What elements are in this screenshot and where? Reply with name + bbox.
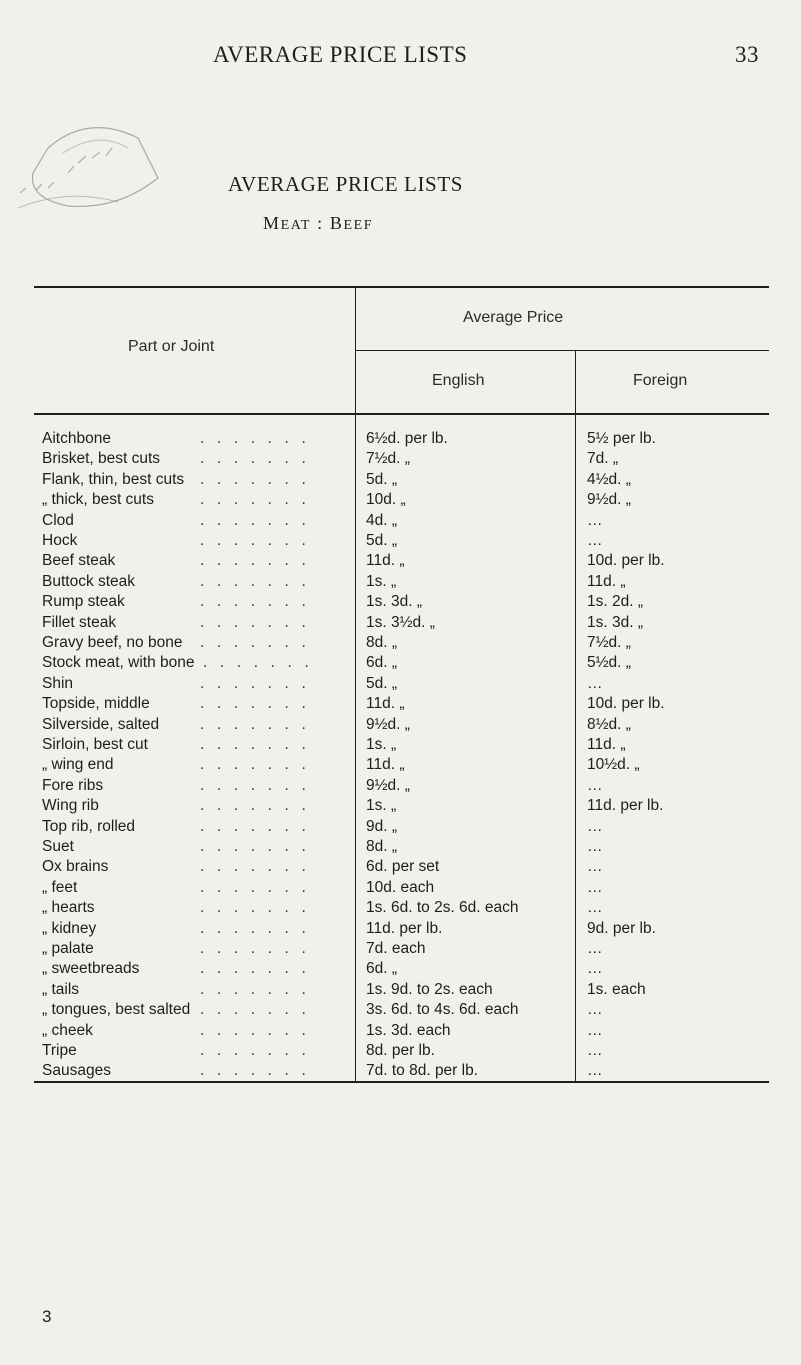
part-cell: Topside, middle	[42, 695, 150, 713]
part-cell: Beef steak	[42, 552, 116, 570]
part-cell: „ cheek	[42, 1021, 93, 1039]
english-price-cell: 5d. „	[366, 470, 398, 488]
english-price-cell: 1s. 6d. to 2s. 6d. each	[366, 899, 519, 917]
part-cell: „ wing end	[42, 756, 114, 774]
table-row	[0, 429, 801, 449]
foreign-price-cell: …	[587, 858, 603, 876]
leader-dots: .......	[200, 980, 319, 998]
part-cell: Hock	[42, 532, 78, 549]
foreign-column-header: Foreign	[633, 372, 688, 389]
foreign-price-cell: …	[587, 940, 603, 957]
part-cell: Gravy beef, no bone	[42, 634, 183, 651]
english-price-cell: 1s. 3d. each	[366, 1021, 451, 1039]
header-bottom-rule	[34, 413, 769, 415]
leader-dots: .......	[200, 940, 319, 957]
english-price-cell: 6d. „	[366, 654, 398, 672]
leader-dots: .......	[200, 756, 319, 774]
leader-dots: .......	[200, 491, 319, 509]
foreign-price-cell: 1s. 2d. „	[587, 593, 643, 611]
table-row	[0, 694, 801, 714]
part-cell: „ palate	[42, 940, 94, 957]
table-row	[0, 980, 801, 1000]
foreign-price-cell: …	[587, 838, 603, 855]
foreign-price-cell: …	[587, 899, 603, 917]
table-top-rule	[34, 286, 769, 288]
english-price-cell: 8d. „	[366, 838, 398, 855]
table-row	[0, 735, 801, 755]
english-price-cell: 1s. „	[366, 736, 397, 753]
table-row	[0, 470, 801, 490]
english-price-cell: 3s. 6d. to 4s. 6d. each	[366, 1001, 519, 1019]
leader-dots: .......	[200, 613, 319, 631]
english-price-cell: 6d. „	[366, 960, 398, 978]
foreign-price-cell: …	[587, 511, 603, 529]
foreign-price-cell: 10½d. „	[587, 756, 640, 774]
leader-dots: .......	[200, 450, 319, 468]
english-column-header: English	[432, 372, 485, 389]
leader-dots: .......	[200, 817, 319, 835]
foreign-price-cell: 7d. „	[587, 450, 619, 468]
part-cell: Clod	[42, 511, 74, 529]
foreign-price-cell: 11d. „	[587, 572, 626, 590]
part-cell: „ thick, best cuts	[42, 491, 154, 509]
part-cell: Wing rib	[42, 797, 99, 815]
leader-dots: .......	[200, 695, 319, 713]
part-cell: Silverside, salted	[42, 715, 160, 733]
leader-dots: .......	[200, 776, 319, 794]
part-cell: „ hearts	[42, 899, 95, 917]
part-cell: Rump steak	[42, 593, 125, 611]
table-row	[0, 1021, 801, 1041]
leader-dots: .......	[200, 919, 319, 937]
leader-dots: .......	[200, 797, 319, 815]
english-price-cell: 9½d. „	[366, 776, 410, 794]
part-cell: Suet	[42, 838, 74, 855]
english-price-cell: 8d. per lb.	[366, 1042, 435, 1059]
english-price-cell: 11d. „	[366, 695, 405, 713]
table-row	[0, 837, 801, 857]
english-price-cell: 7d. each	[366, 940, 426, 957]
english-price-cell: 4d. „	[366, 511, 398, 529]
table-row	[0, 633, 801, 653]
foreign-price-cell: …	[587, 817, 603, 835]
part-cell: Ox brains	[42, 858, 109, 876]
part-column-header: Part or Joint	[128, 338, 215, 355]
english-price-cell: 6d. per set	[366, 858, 440, 876]
part-cell: Sausages	[42, 1062, 111, 1080]
leader-dots: .......	[200, 430, 319, 447]
part-cell: Shin	[42, 674, 74, 692]
english-price-cell: 11d. „	[366, 552, 405, 570]
english-price-cell: 1s. 3½d. „	[366, 613, 435, 631]
table-row	[0, 898, 801, 918]
part-cell: Aitchbone	[42, 430, 111, 447]
table-row	[0, 531, 801, 551]
table-row	[0, 878, 801, 898]
table-row	[0, 1041, 801, 1061]
english-foreign-rule	[355, 350, 769, 351]
part-cell: „ tongues, best salted	[42, 1001, 191, 1019]
foreign-price-cell: 10d. per lb.	[587, 695, 665, 713]
leader-dots: .......	[200, 1001, 319, 1019]
foreign-price-cell: 11d. „	[587, 736, 626, 753]
leader-dots: .......	[200, 715, 319, 733]
running-head-title: AVERAGE PRICE LISTS	[213, 42, 468, 67]
page-number: 33	[735, 42, 759, 67]
foreign-price-cell: 9½d. „	[587, 491, 631, 509]
part-cell: Top rib, rolled	[42, 817, 136, 835]
foreign-price-cell: …	[587, 1062, 603, 1080]
english-price-cell: 1s. 9d. to 2s. each	[366, 980, 493, 998]
leader-dots: .......	[200, 1042, 319, 1059]
foreign-price-cell: …	[587, 1001, 603, 1019]
foreign-price-cell: …	[587, 674, 603, 692]
english-price-cell: 9d. „	[366, 817, 398, 835]
page-title: AVERAGE PRICE LISTS	[228, 172, 464, 196]
english-price-cell: 11d. per lb.	[366, 919, 443, 937]
table-row	[0, 674, 801, 694]
english-price-cell: 10d. „	[366, 491, 406, 509]
table-row	[0, 592, 801, 612]
foreign-price-cell: …	[587, 960, 603, 978]
table-row	[0, 551, 801, 571]
table-row	[0, 755, 801, 775]
part-cell: Fore ribs	[42, 776, 104, 794]
leader-dots: .......	[200, 572, 319, 590]
english-price-cell: 7½d. „	[366, 450, 410, 468]
foreign-price-cell: …	[587, 1042, 603, 1059]
leader-dots: .......	[200, 532, 319, 549]
english-price-cell: 6½d. per lb.	[366, 430, 448, 447]
table-row	[0, 511, 801, 531]
table-row	[0, 572, 801, 592]
table-row	[0, 449, 801, 469]
table-row	[0, 796, 801, 816]
part-cell: „ kidney	[42, 919, 97, 937]
english-price-cell: 8d. „	[366, 634, 398, 651]
part-cell: „ feet	[42, 878, 78, 896]
table-row	[0, 817, 801, 837]
table-row	[0, 1061, 801, 1081]
english-price-cell: 1s. „	[366, 572, 397, 590]
leader-dots: .......	[203, 654, 322, 672]
foreign-price-cell: …	[587, 532, 603, 549]
english-price-cell: 9½d. „	[366, 715, 410, 733]
leader-dots: .......	[200, 470, 319, 488]
english-price-cell: 5d. „	[366, 674, 398, 692]
part-cell: Sirloin, best cut	[42, 736, 148, 753]
english-price-cell: 1s. „	[366, 797, 397, 815]
foreign-price-cell: 11d. per lb.	[587, 797, 664, 815]
leader-dots: .......	[200, 878, 319, 896]
table-row	[0, 939, 801, 959]
part-cell: Brisket, best cuts	[42, 450, 161, 468]
page-subtitle: MEAT : BEEF	[263, 213, 374, 233]
foreign-price-cell: 8½d. „	[587, 715, 631, 733]
foreign-price-cell: 7½d. „	[587, 634, 631, 651]
part-cell: Stock meat, with bone	[42, 654, 195, 672]
leader-dots: .......	[200, 736, 319, 753]
table-row	[0, 715, 801, 735]
part-cell: „ sweetbreads	[42, 960, 140, 978]
table-row	[0, 653, 801, 673]
leader-dots: .......	[200, 1062, 319, 1080]
part-cell: Buttock steak	[42, 572, 136, 590]
part-cell: „ tails	[42, 980, 80, 998]
part-cell: Tripe	[42, 1042, 77, 1059]
foreign-price-cell: 1s. 3d. „	[587, 613, 643, 631]
leader-dots: .......	[200, 1021, 319, 1039]
leader-dots: .......	[200, 858, 319, 876]
part-cell: Flank, thin, best cuts	[42, 470, 185, 488]
foreign-price-cell: 10d. per lb.	[587, 552, 665, 570]
table-row	[0, 613, 801, 633]
foreign-price-cell: …	[587, 878, 603, 896]
table-row	[0, 857, 801, 877]
english-price-cell: 5d. „	[366, 532, 398, 549]
part-cell: Fillet steak	[42, 613, 117, 631]
leader-dots: .......	[200, 511, 319, 529]
leader-dots: .......	[200, 960, 319, 978]
foreign-price-cell: …	[587, 1021, 603, 1039]
folio: 3	[42, 1307, 52, 1326]
foreign-price-cell: 9d. per lb.	[587, 919, 656, 937]
leader-dots: .......	[200, 593, 319, 611]
library-stamp-icon	[8, 118, 168, 210]
table-row	[0, 919, 801, 939]
leader-dots: .......	[200, 838, 319, 855]
english-price-cell: 7d. to 8d. per lb.	[366, 1062, 479, 1080]
leader-dots: .......	[200, 634, 319, 651]
foreign-price-cell: 5½d. „	[587, 654, 631, 672]
leader-dots: .......	[200, 674, 319, 692]
english-price-cell: 11d. „	[366, 756, 405, 774]
foreign-price-cell: 5½ per lb.	[587, 430, 656, 447]
english-price-cell: 1s. 3d. „	[366, 593, 422, 611]
table-row	[0, 776, 801, 796]
english-price-cell: 10d. each	[366, 878, 435, 896]
foreign-price-cell: 1s. each	[587, 980, 646, 998]
table-row	[0, 959, 801, 979]
leader-dots: .......	[200, 552, 319, 570]
foreign-price-cell: …	[587, 776, 603, 794]
table-row	[0, 490, 801, 510]
table-row	[0, 1000, 801, 1020]
foreign-price-cell: 4½d. „	[587, 470, 631, 488]
leader-dots: .......	[200, 899, 319, 917]
price-column-header: Average Price	[463, 309, 564, 326]
